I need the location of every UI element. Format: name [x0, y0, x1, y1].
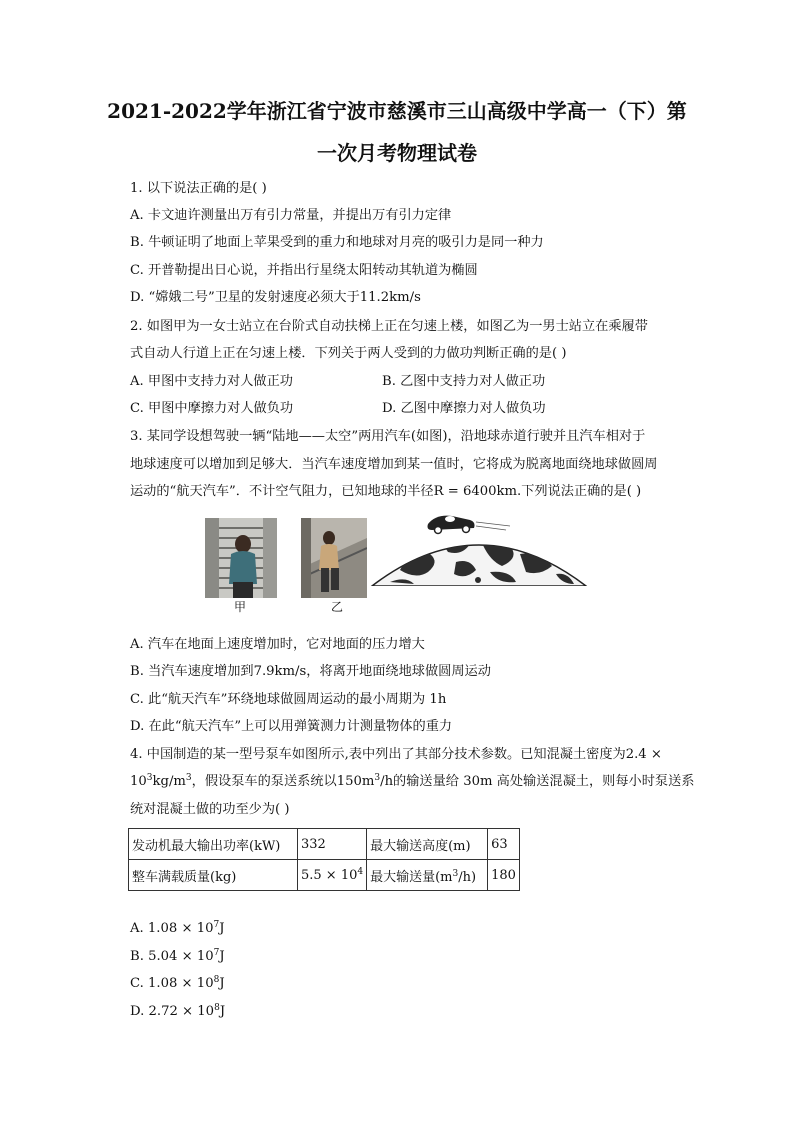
q1-option-c: C. 开普勒提出日心说，并指出行星绕太阳转动其轨道为椭圆: [130, 263, 478, 278]
table-cell: 180: [488, 860, 520, 891]
q3-stem-line3: 运动的“航天汽车”．不计空气阻力，已知地球的半径R = 6400km.下列说法正确的是( ): [130, 484, 642, 499]
figure-label-yi: 乙: [331, 600, 344, 614]
q2-option-c: C. 甲图中摩擦力对人做负功: [130, 401, 294, 416]
escalator-photo: [205, 518, 277, 598]
q4-stem-line3: 统对混凝土做的功至少为( ): [130, 802, 290, 817]
figure-label-jia: 甲: [234, 600, 247, 614]
table-cell: 最大输送高度(m): [367, 829, 488, 860]
pump-spec-table: [128, 828, 520, 891]
q2-option-b: B. 乙图中支持力对人做正功: [382, 374, 546, 389]
q3-option-d: D. 在此“航天汽车”上可以用弹簧测力计测量物体的重力: [130, 719, 453, 734]
table-cell: 63: [488, 829, 520, 860]
table-row: [129, 860, 520, 891]
exam-title-line2: 一次月考物理试卷: [317, 141, 477, 165]
q4-option-a: A. $1.08 \times 10^7J$: [130, 920, 225, 936]
table-cell: 发动机最大输出功率(kW): [129, 829, 298, 860]
q1-option-a: A. 卡文迪许测量出万有引力常量，并提出万有引力定律: [130, 208, 452, 223]
q4-stem-line1: 4. 中国制造的某一型号泵车如图所示,表中列出了其部分技术参数。已知混凝土密度为2.4 ×: [130, 747, 662, 762]
q2-option-a: A. 甲图中支持力对人做正功: [130, 374, 293, 389]
q3-stem-line2: 地球速度可以增加到足够大．当汽车速度增加到某一值时，它将成为脱离地面绕地球做圆周: [130, 457, 658, 472]
earth-car-figure: [370, 510, 588, 586]
q2-stem-line1: 2. 如图甲为一女士站立在台阶式自动扶梯上正在匀速上楼，如图乙为一男士站立在乘履带: [130, 319, 648, 334]
table-cell: 332: [298, 829, 367, 860]
q4-option-d: D. $2.72 \times 10^8J$: [130, 1003, 226, 1019]
table-cell: $5.5 \times 10^4$: [298, 860, 367, 891]
q1-option-b: B. 牛顿证明了地面上苹果受到的重力和地球对月亮的吸引力是同一种力: [130, 235, 544, 250]
table-cell: 最大输送量$(m^3/h)$: [367, 860, 488, 891]
q3-option-b: B. 当汽车速度增加到7.9km/s，将离开地面绕地球做圆周运动: [130, 664, 491, 679]
q4-option-c: C. $1.08 \times 10^8J$: [130, 975, 225, 991]
walkway-photo: [301, 518, 367, 598]
q3-option-a: A. 汽车在地面上速度增加时，它对地面的压力增大: [130, 637, 425, 652]
car-icon: [428, 516, 475, 534]
q3-stem-line1: 3. 某同学设想驾驶一辆“陆地——太空”两用汽车(如图)，沿地球赤道行驶并且汽车相对于: [130, 429, 646, 444]
table-cell: 整车满载质量(kg): [129, 860, 298, 891]
exam-title-line1: 2021-2022学年浙江省宁波市慈溪市三山高级中学高一（下）第: [107, 99, 687, 123]
q1-option-d: D. “嫦娥二号”卫星的发射速度必须大于11.2km/s: [130, 290, 421, 305]
q1-stem: 1. 以下说法正确的是( ): [130, 181, 267, 196]
table-row: [129, 829, 520, 860]
q4-option-b: B. $5.04 \times 10^7J$: [130, 948, 225, 964]
q4-stem-line2: $10^3kg/m^3$，假设泵车的泵送系统以$150m^3/h$的输送量给 30m 高处输送混凝土，则每小时泵送系: [130, 773, 695, 789]
q3-option-c: C. 此“航天汽车”环绕地球做圆周运动的最小周期为 1h: [130, 692, 447, 707]
q2-option-d: D. 乙图中摩擦力对人做负功: [382, 401, 546, 416]
q2-stem-line2: 式自动人行道上正在匀速上楼．下列关于两人受到的力做功判断正确的是( ): [130, 346, 567, 361]
